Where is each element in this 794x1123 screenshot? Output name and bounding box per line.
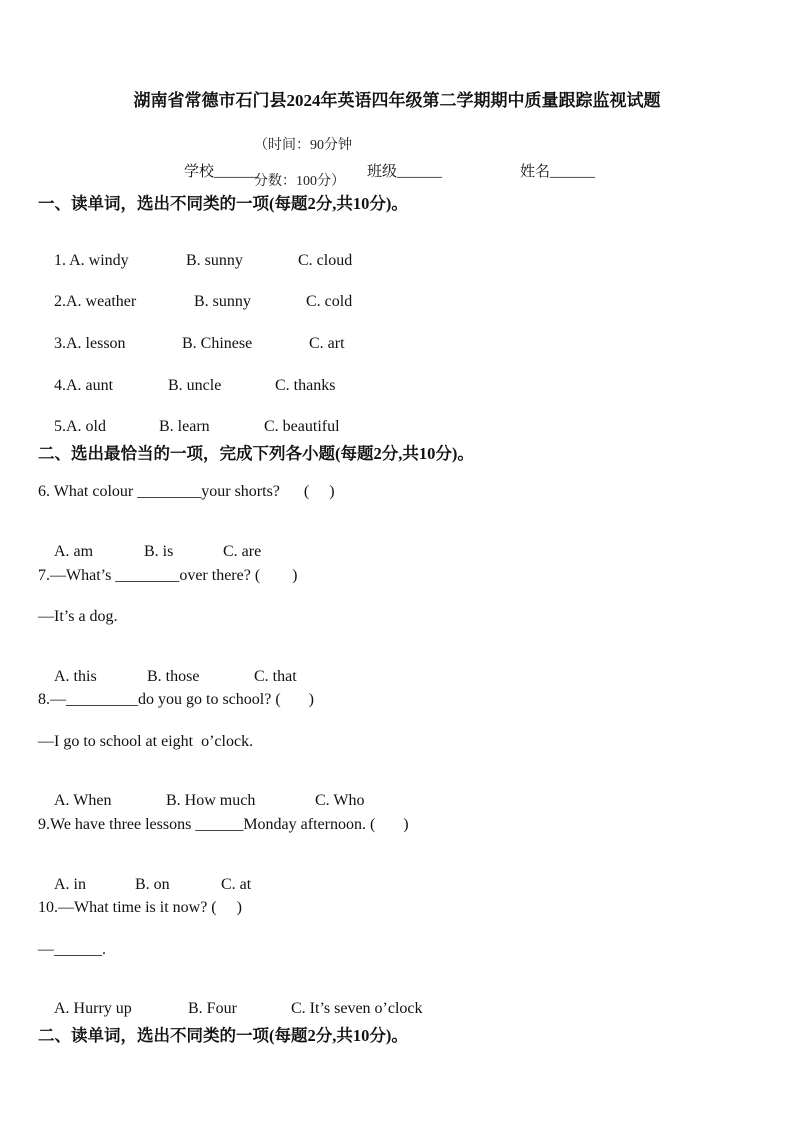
question-7: 7.—What’s ________over there? ( ) [38,567,298,584]
q8-option-c: C. Who [315,792,365,809]
q6-option-c: C. are [223,543,262,560]
q3-option-b: B. Chinese [182,335,253,352]
q1-option-b: B. sunny [186,252,243,269]
q3-option-a: 3.A. lesson [54,335,126,352]
question-8-answer: —I go to school at eight o’clock. [38,733,254,750]
q7-option-c: C. that [254,668,297,685]
score-label: 分数：100分） [254,174,345,189]
q7-option-a: A. this [54,668,97,685]
q8-option-a: A. When [54,792,112,809]
section-1-heading: 一、读单词，选出不同类的一项(每题2分,共10分)。 [38,194,408,213]
q10-option-a: A. Hurry up [54,1000,132,1017]
question-6: 6. What colour ________your shorts? ( ) [38,483,335,500]
question-10: 10.—What time is it now? ( ) [38,899,242,916]
section-2-heading: 二、选出最恰当的一项，完成下列各小题(每题2分,共10分)。 [38,444,474,463]
q8-option-b: B. How much [166,792,256,809]
question-8: 8.—_________do you go to school? ( ) [38,691,314,708]
section-3-heading: 二、读单词，选出不同类的一项(每题2分,共10分)。 [38,1026,408,1045]
q4-option-c: C. thanks [275,377,336,394]
question-7-answer: —It’s a dog. [38,608,118,625]
q2-option-a: 2.A. weather [54,293,137,310]
q1-option-a: 1. A. windy [54,252,129,269]
q5-option-b: B. learn [159,418,210,435]
q10-option-c: C. It’s seven o’clock [291,1000,423,1017]
q10-option-b: B. Four [188,1000,237,1017]
q4-option-b: B. uncle [168,377,222,394]
q9-option-a: A. in [54,876,86,893]
name-field: 姓名______ [520,164,596,180]
time-label: （时间：90分钟 [254,138,352,153]
q4-option-a: 4.A. aunt [54,377,114,394]
q5-option-c: C. beautiful [264,418,340,435]
q1-option-c: C. cloud [298,252,353,269]
school-field: 学校______ [184,164,260,180]
q6-option-a: A. am [54,543,94,560]
q2-option-b: B. sunny [194,293,251,310]
q5-option-a: 5.A. old [54,418,106,435]
q3-option-c: C. art [309,335,345,352]
q9-option-b: B. on [135,876,170,893]
class-field: 班级______ [367,164,443,180]
q2-option-c: C. cold [306,293,353,310]
question-9: 9.We have three lessons ______Monday afternoon. ( ) [38,816,409,833]
q7-option-b: B. those [147,668,200,685]
question-10-answer: —______. [38,941,106,958]
exam-title: 湖南省常德市石门县2024年英语四年级第二学期期中质量跟踪监视试题 [133,91,661,110]
q9-option-c: C. at [221,876,252,893]
q6-option-b: B. is [144,543,174,560]
